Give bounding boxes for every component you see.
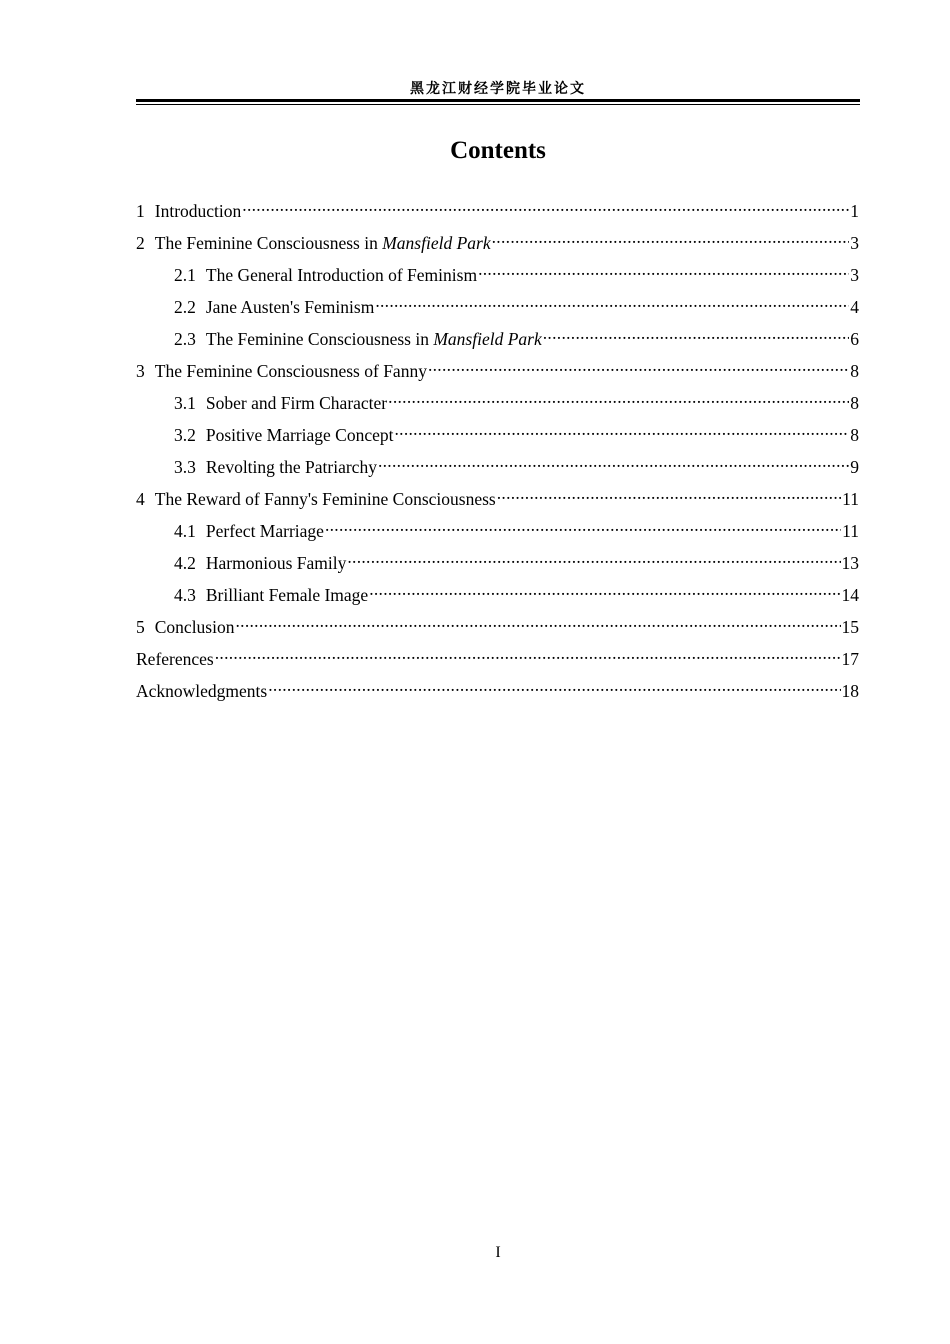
toc-entry-title: The Feminine Consciousness in Mansfield Park	[205, 329, 542, 349]
toc-entry-title: Jane Austen's Feminism	[205, 297, 375, 317]
toc-entry[interactable]	[136, 385, 859, 417]
dot-leader	[543, 321, 850, 345]
toc-entry-number: 3.2	[174, 425, 196, 445]
toc-entry-number: 2.2	[174, 297, 196, 317]
dot-leader	[215, 641, 841, 665]
dot-leader	[492, 225, 850, 249]
page-number: I	[495, 1244, 501, 1261]
toc-entry-title: Revolting the Patriarchy	[205, 457, 377, 477]
toc-entry-italic-title: Mansfield Park	[382, 233, 491, 253]
toc-entry[interactable]	[136, 577, 859, 609]
dot-leader	[268, 673, 840, 697]
header-double-rule	[136, 99, 860, 105]
dot-leader	[235, 609, 840, 633]
toc-entry-title: Introduction	[154, 201, 242, 221]
toc-entry[interactable]	[136, 513, 859, 545]
toc-entry-number: 3.3	[174, 457, 196, 477]
toc-entry[interactable]	[136, 545, 859, 577]
toc-entry-title: Perfect Marriage	[205, 521, 324, 541]
toc-entry-italic-title: Mansfield Park	[433, 329, 542, 349]
toc-entry-title: The Reward of Fanny's Feminine Consciousness	[154, 489, 496, 509]
toc-entry-number: 4.2	[174, 553, 196, 573]
toc-entry-page: 8	[850, 361, 859, 381]
toc-entry-page: 3	[850, 233, 859, 253]
toc-entry[interactable]	[136, 225, 859, 257]
toc-entry-page: 14	[841, 585, 859, 605]
toc-entry-title: References	[136, 649, 214, 669]
toc-entry-page: 11	[842, 521, 859, 541]
toc-entry-page: 9	[850, 457, 859, 477]
dot-leader	[428, 353, 849, 377]
toc-entry-number: 3	[136, 361, 145, 381]
toc-entry[interactable]	[136, 289, 859, 321]
toc-entry-title: Sober and Firm Character	[205, 393, 388, 413]
toc-title: Contents	[450, 137, 546, 164]
toc-entry-page: 11	[842, 489, 859, 509]
toc-entry-number: 1	[136, 201, 145, 221]
toc-entry[interactable]	[136, 609, 859, 641]
toc-entry-number: 5	[136, 617, 145, 637]
toc-entry-number: 2.1	[174, 265, 196, 285]
toc-entry-page: 8	[850, 393, 859, 413]
toc-entry-title: Harmonious Family	[205, 553, 347, 573]
dot-leader	[388, 385, 849, 409]
page-header: 黑龙江财经学院毕业论文	[410, 81, 586, 97]
toc-entry[interactable]	[136, 353, 859, 385]
toc-entry-title: The Feminine Consciousness of Fanny	[154, 361, 427, 381]
toc-entry-title: The General Introduction of Feminism	[205, 265, 478, 285]
toc-entry-title: Conclusion	[154, 617, 235, 637]
toc-entry[interactable]	[136, 641, 859, 673]
dot-leader	[478, 257, 849, 281]
dot-leader	[369, 577, 840, 601]
toc-entry-page: 1	[850, 201, 859, 221]
toc-entry[interactable]	[136, 481, 859, 513]
toc-entry-page: 8	[850, 425, 859, 445]
toc-entry[interactable]	[136, 193, 859, 225]
toc-entry-page: 4	[850, 297, 859, 317]
dot-leader	[394, 417, 849, 441]
toc-entry-number: 4.1	[174, 521, 196, 541]
toc-entry-title: Acknowledgments	[136, 681, 268, 701]
toc-entry-number: 2.3	[174, 329, 196, 349]
toc-entry-title: Brilliant Female Image	[205, 585, 369, 605]
dot-leader	[347, 545, 840, 569]
toc-entry-title: The Feminine Consciousness in Mansfield Park	[154, 233, 491, 253]
toc-entry-page: 13	[841, 553, 859, 573]
toc-entry[interactable]	[136, 673, 859, 705]
toc-entry-number: 3.1	[174, 393, 196, 413]
toc-entry-page: 15	[841, 617, 859, 637]
dot-leader	[325, 513, 841, 537]
toc-entry-page: 3	[850, 265, 859, 285]
dot-leader	[378, 449, 849, 473]
toc-entry-page: 18	[841, 681, 859, 701]
dot-leader	[497, 481, 841, 505]
toc-list	[136, 193, 859, 705]
toc-entry[interactable]	[136, 257, 859, 289]
toc-entry-page: 17	[841, 649, 859, 669]
toc-entry-number: 2	[136, 233, 145, 253]
toc-entry-title: Positive Marriage Concept	[205, 425, 394, 445]
dot-leader	[242, 193, 849, 217]
dot-leader	[375, 289, 849, 313]
toc-entry-number: 4	[136, 489, 145, 509]
toc-entry-number: 4.3	[174, 585, 196, 605]
toc-entry[interactable]	[136, 449, 859, 481]
toc-entry[interactable]	[136, 417, 859, 449]
toc-entry[interactable]	[136, 321, 859, 353]
toc-entry-page: 6	[850, 329, 859, 349]
